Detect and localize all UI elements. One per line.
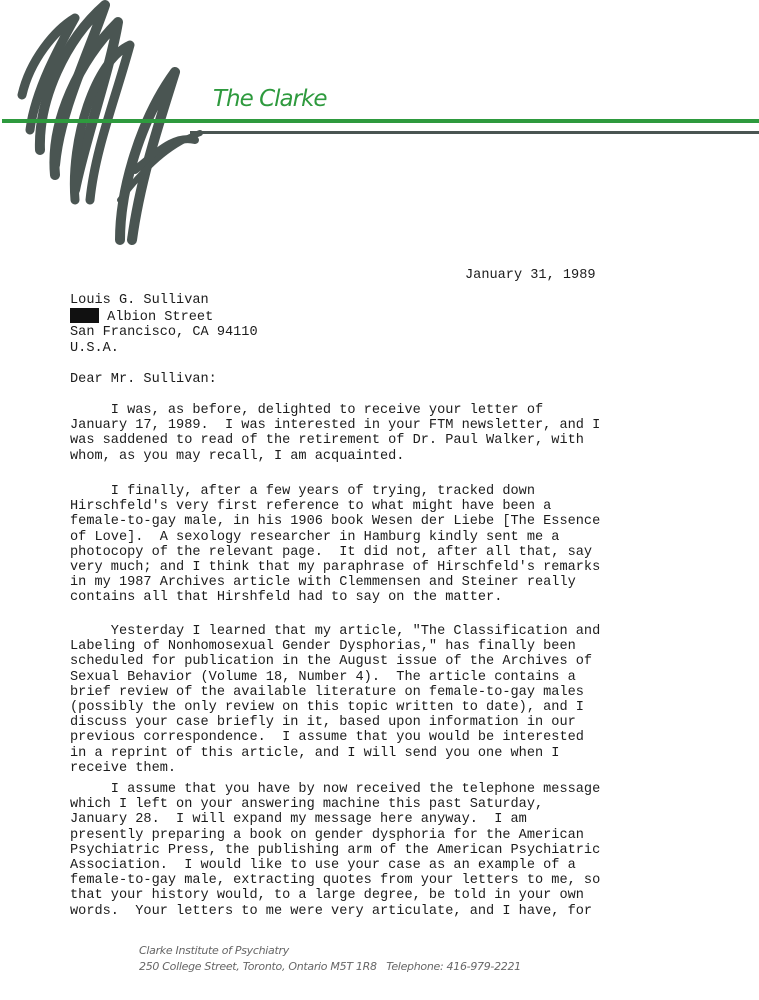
text-line: whom, as you may recall, I am acquainted. [70, 448, 405, 464]
footer-telephone: Telephone: 416-979-2221 [386, 960, 521, 973]
text-line: Psychiatric Press, the publishing arm of the American Psychiatric [70, 842, 601, 858]
text-line: January 17, 1989. I was interested in your FTM newsletter, and I [70, 418, 601, 434]
text-line: I finally, after a few years of trying, tracked down [70, 484, 535, 499]
text-line: January 28. I will expand my message here anyway. I am [70, 812, 527, 828]
text-line: brief review of the available literature on female-to-gay males [70, 684, 584, 700]
letterhead-footer [139, 943, 521, 975]
text-line: female-to-gay male, extracting quotes from your letters to me, so [70, 873, 601, 889]
paragraph-2 [70, 484, 600, 606]
paragraph-3 [70, 624, 600, 776]
text-line: in a reprint of this article, and I will send you one when I [70, 745, 560, 761]
text-line: female-to-gay male, in his 1906 book Wesen der Liebe [The Essence [70, 514, 601, 530]
text-line: which I left on your answering machine this past Saturday, [70, 797, 544, 813]
recipient-address [70, 293, 258, 356]
text-line: Association. I would like to use your case as an example of a [70, 858, 576, 874]
letterhead-green-rule [2, 119, 759, 123]
footer-institution: Clarke Institute of Psychiatry [139, 944, 289, 957]
text-line: receive them. [70, 760, 177, 776]
salutation: Dear Mr. Sullivan: [70, 372, 217, 387]
text-line: discuss your case briefly in it, based upon information in our [70, 715, 576, 731]
text-line: Hirschfeld's very first reference to what might have been a [70, 499, 552, 515]
text-line: I assume that you have by now received the telephone message [70, 782, 601, 797]
letterhead [0, 0, 759, 250]
text-line: Yesterday I learned that my article, "The Classification and [70, 624, 601, 639]
paragraph-1 [70, 403, 600, 464]
recipient-name: Louis G. Sullivan [70, 293, 209, 308]
brand-name: The Clarke [213, 86, 327, 112]
redaction-block [70, 308, 99, 323]
letterhead-gray-rule [190, 131, 759, 134]
text-line: photocopy of the relevant page. It did not, after all that, say [70, 544, 593, 560]
text-line: words. Your letters to me were very articulate, and I have, for [70, 903, 593, 919]
text-line: Sexual Behavior (Volume 18, Number 4). The article contains a [70, 669, 576, 685]
text-line: presently preparing a book on gender dysphoria for the American [70, 827, 584, 843]
recipient-city: San Francisco, CA 94110 [70, 325, 258, 341]
text-line: of Love]. A sexology researcher in Hamburg kindly sent me a [70, 529, 560, 545]
text-line: in my 1987 Archives article with Clemmensen and Steiner really [70, 575, 576, 591]
footer-address: 250 College Street, Toronto, Ontario M5T 1R8 [139, 960, 377, 973]
text-line: that your history would, to a large degree, be told in your own [70, 888, 584, 904]
text-line: was saddened to read of the retirement of Dr. Paul Walker, with [70, 433, 584, 449]
text-line: Labeling of Nonhomosexual Gender Dysphorias," has finally been [70, 639, 576, 655]
recipient-country: U.S.A. [70, 340, 119, 356]
recipient-street: Albion Street [107, 310, 214, 326]
letter-date: January 31, 1989 [465, 268, 596, 283]
text-line: contains all that Hirshfeld had to say on the matter. [70, 590, 503, 606]
clarke-swoosh-logo-icon [0, 0, 759, 250]
footer-address-line [139, 959, 521, 975]
text-line: (possibly the only review on this topic written to date), and I [70, 700, 584, 716]
text-line: I was, as before, delighted to receive your letter of [70, 403, 544, 418]
text-line: previous correspondence. I assume that you would be interested [70, 730, 584, 746]
text-line: scheduled for publication in the August issue of the Archives of [70, 654, 593, 670]
text-line: very much; and I think that my paraphrase of Hirschfeld's remarks [70, 560, 601, 576]
paragraph-4 [70, 782, 600, 919]
